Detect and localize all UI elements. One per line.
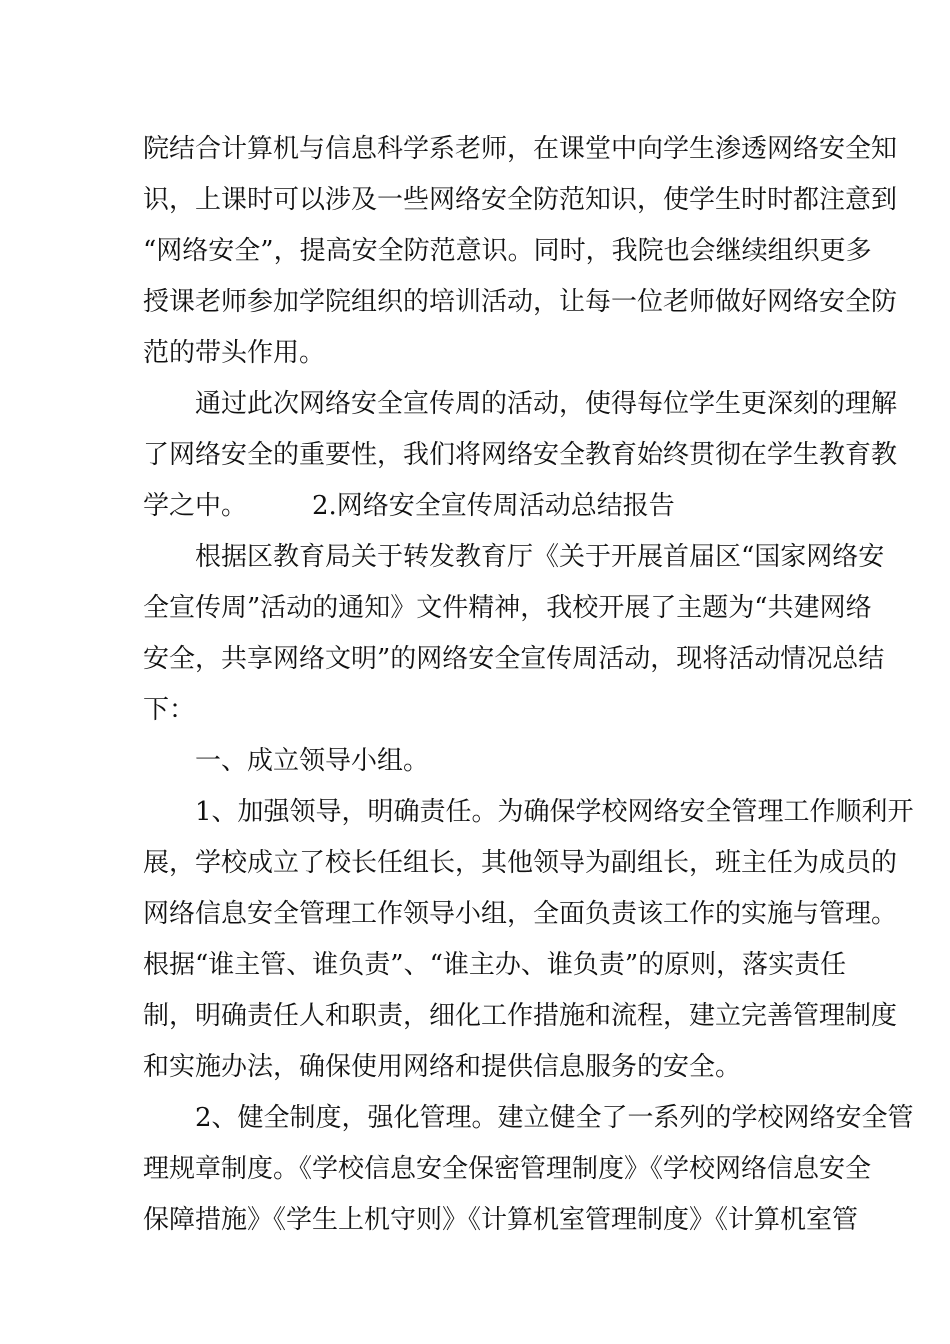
text-line: 根据区教育局关于转发教育厅《关于开展首届区“国家网络安 [143,542,885,572]
text-line: 制，明确责任人和职责，细化工作措施和流程，建立完善管理制度 [143,1001,898,1031]
section-heading-line: 学之中。 2.网络安全宣传周活动总结报告 [143,491,675,521]
text-line: “网络安全”，提高安全防范意识。同时，我院也会继续组织更多 [143,236,872,266]
text-line: 院结合计算机与信息科学系老师，在课堂中向学生渗透网络安全知 [143,134,898,164]
text-line: 了网络安全的重要性，我们将网络安全教育始终贯彻在学生教育教 [143,440,898,470]
text-line: 授课老师参加学院组织的培训活动，让每一位老师做好网络安全防 [143,287,898,317]
text-line: 通过此次网络安全宣传周的活动，使得每位学生更深刻的理解 [143,389,898,419]
text-line: 网络信息安全管理工作领导小组，全面负责该工作的实施与管理。 [143,899,898,929]
text-line: 下： [143,695,196,725]
text-line: 展，学校成立了校长任组长，其他领导为副组长，班主任为成员的 [143,848,898,878]
text-line: 根据“谁主管、谁负责”、“谁主办、谁负责”的原则，落实责任 [143,950,847,980]
text-line: 范的带头作用。 [143,338,326,368]
subheading-line: 一、成立领导小组。 [143,746,430,776]
text-line: 1、加强领导，明确责任。为确保学校网络安全管理工作顺利开 [143,797,914,827]
text-line: 和实施办法，确保使用网络和提供信息服务的安全。 [143,1052,742,1082]
text-line: 安全，共享网络文明”的网络安全宣传周活动，现将活动情况总结 [143,644,885,674]
text-line: 识，上课时可以涉及一些网络安全防范知识，使学生时时都注意到 [143,185,898,215]
text-line: 保障措施》《学生上机守则》《计算机室管理制度》《计算机室管 [143,1205,859,1235]
text-line: 2、健全制度，强化管理。建立健全了一系列的学校网络安全管 [143,1103,914,1133]
text-line: 全宣传周”活动的通知》文件精神，我校开展了主题为“共建网络 [143,593,872,623]
text-line: 理规章制度。《学校信息安全保密管理制度》《学校网络信息安全 [143,1154,872,1184]
